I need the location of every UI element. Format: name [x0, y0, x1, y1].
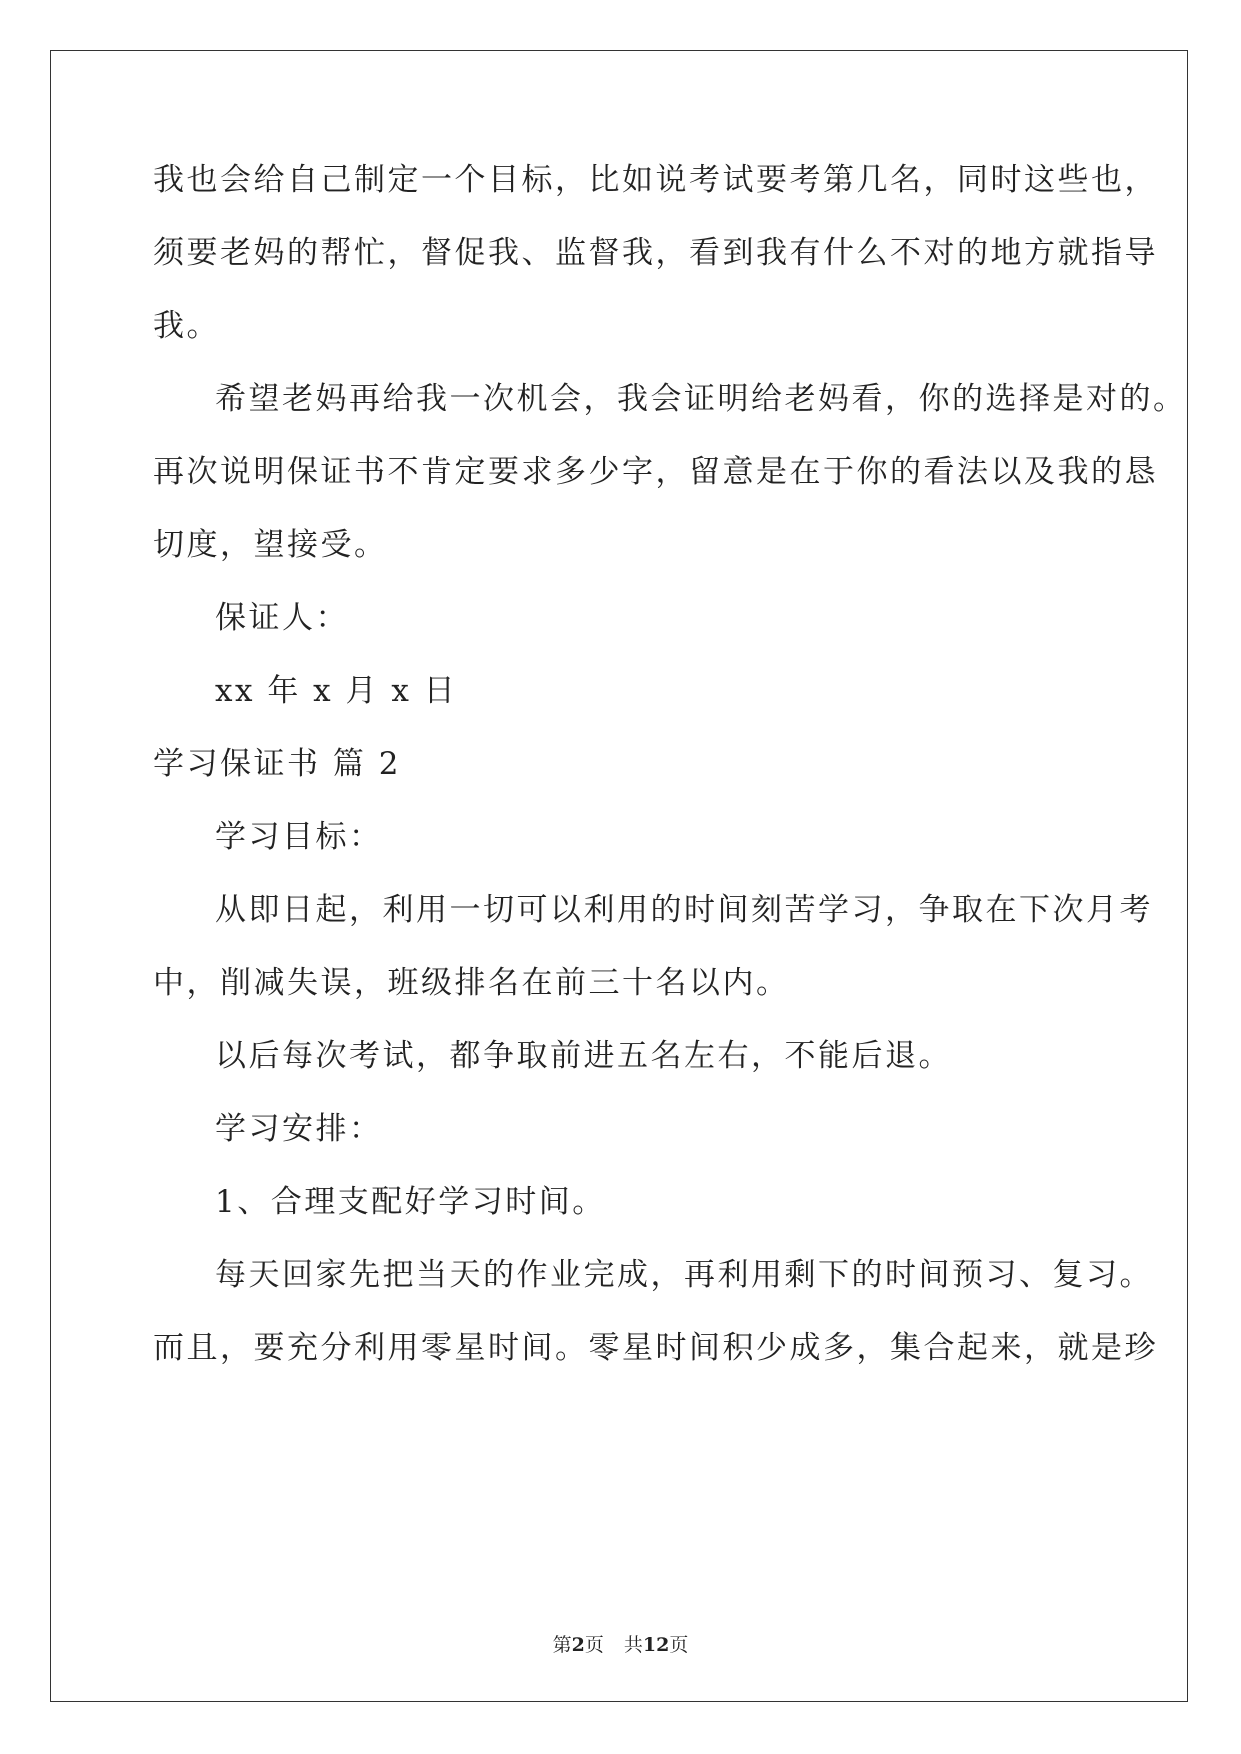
- text-line: 而且，要充分利用零星时间。零星时间积少成多，集合起来，就是珍: [153, 1330, 1158, 1366]
- page-footer: [0, 1633, 1241, 1657]
- text-line: 再次说明保证书不肯定要求多少字，留意是在于你的看法以及我的恳: [153, 454, 1158, 490]
- text-line: 从即日起，利用一切可以利用的时间刻苦学习，争取在下次月考: [215, 892, 1153, 928]
- page-suffix: 页: [584, 1634, 604, 1656]
- guarantor-label: 保证人：: [215, 600, 349, 636]
- total-prefix: 共: [623, 1634, 643, 1656]
- text-line: 希望老妈再给我一次机会，我会证明给老妈看，你的选择是对的。: [215, 381, 1187, 417]
- page-prefix: 第: [552, 1634, 572, 1656]
- text-line: 我。: [153, 308, 220, 344]
- text-line: 每天回家先把当天的作业完成，再利用剩下的时间预习、复习。: [215, 1257, 1153, 1293]
- total-suffix: 页: [669, 1634, 689, 1656]
- date-line: xx 年 x 月 x 日: [215, 673, 458, 709]
- text-line: 须要老妈的帮忙，督促我、监督我，看到我有什么不对的地方就指导: [153, 235, 1158, 271]
- section-heading: 学习保证书 篇 2: [153, 746, 401, 782]
- subheading-plan: 学习安排：: [215, 1111, 383, 1147]
- subheading-goals: 学习目标：: [215, 819, 383, 855]
- page-number: 2: [571, 1634, 585, 1656]
- list-item: 1、合理支配好学习时间。: [215, 1184, 606, 1220]
- text-line: 中，削减失误，班级排名在前三十名以内。: [153, 965, 790, 1001]
- text-line: 以后每次考试，都争取前进五名左右，不能后退。: [215, 1038, 952, 1074]
- text-line: 我也会给自己制定一个目标，比如说考试要考第几名，同时这些也，: [153, 162, 1158, 198]
- page-border: [50, 50, 1188, 1702]
- text-line: 切度，望接受。: [153, 527, 388, 563]
- total-pages: 12: [642, 1634, 670, 1656]
